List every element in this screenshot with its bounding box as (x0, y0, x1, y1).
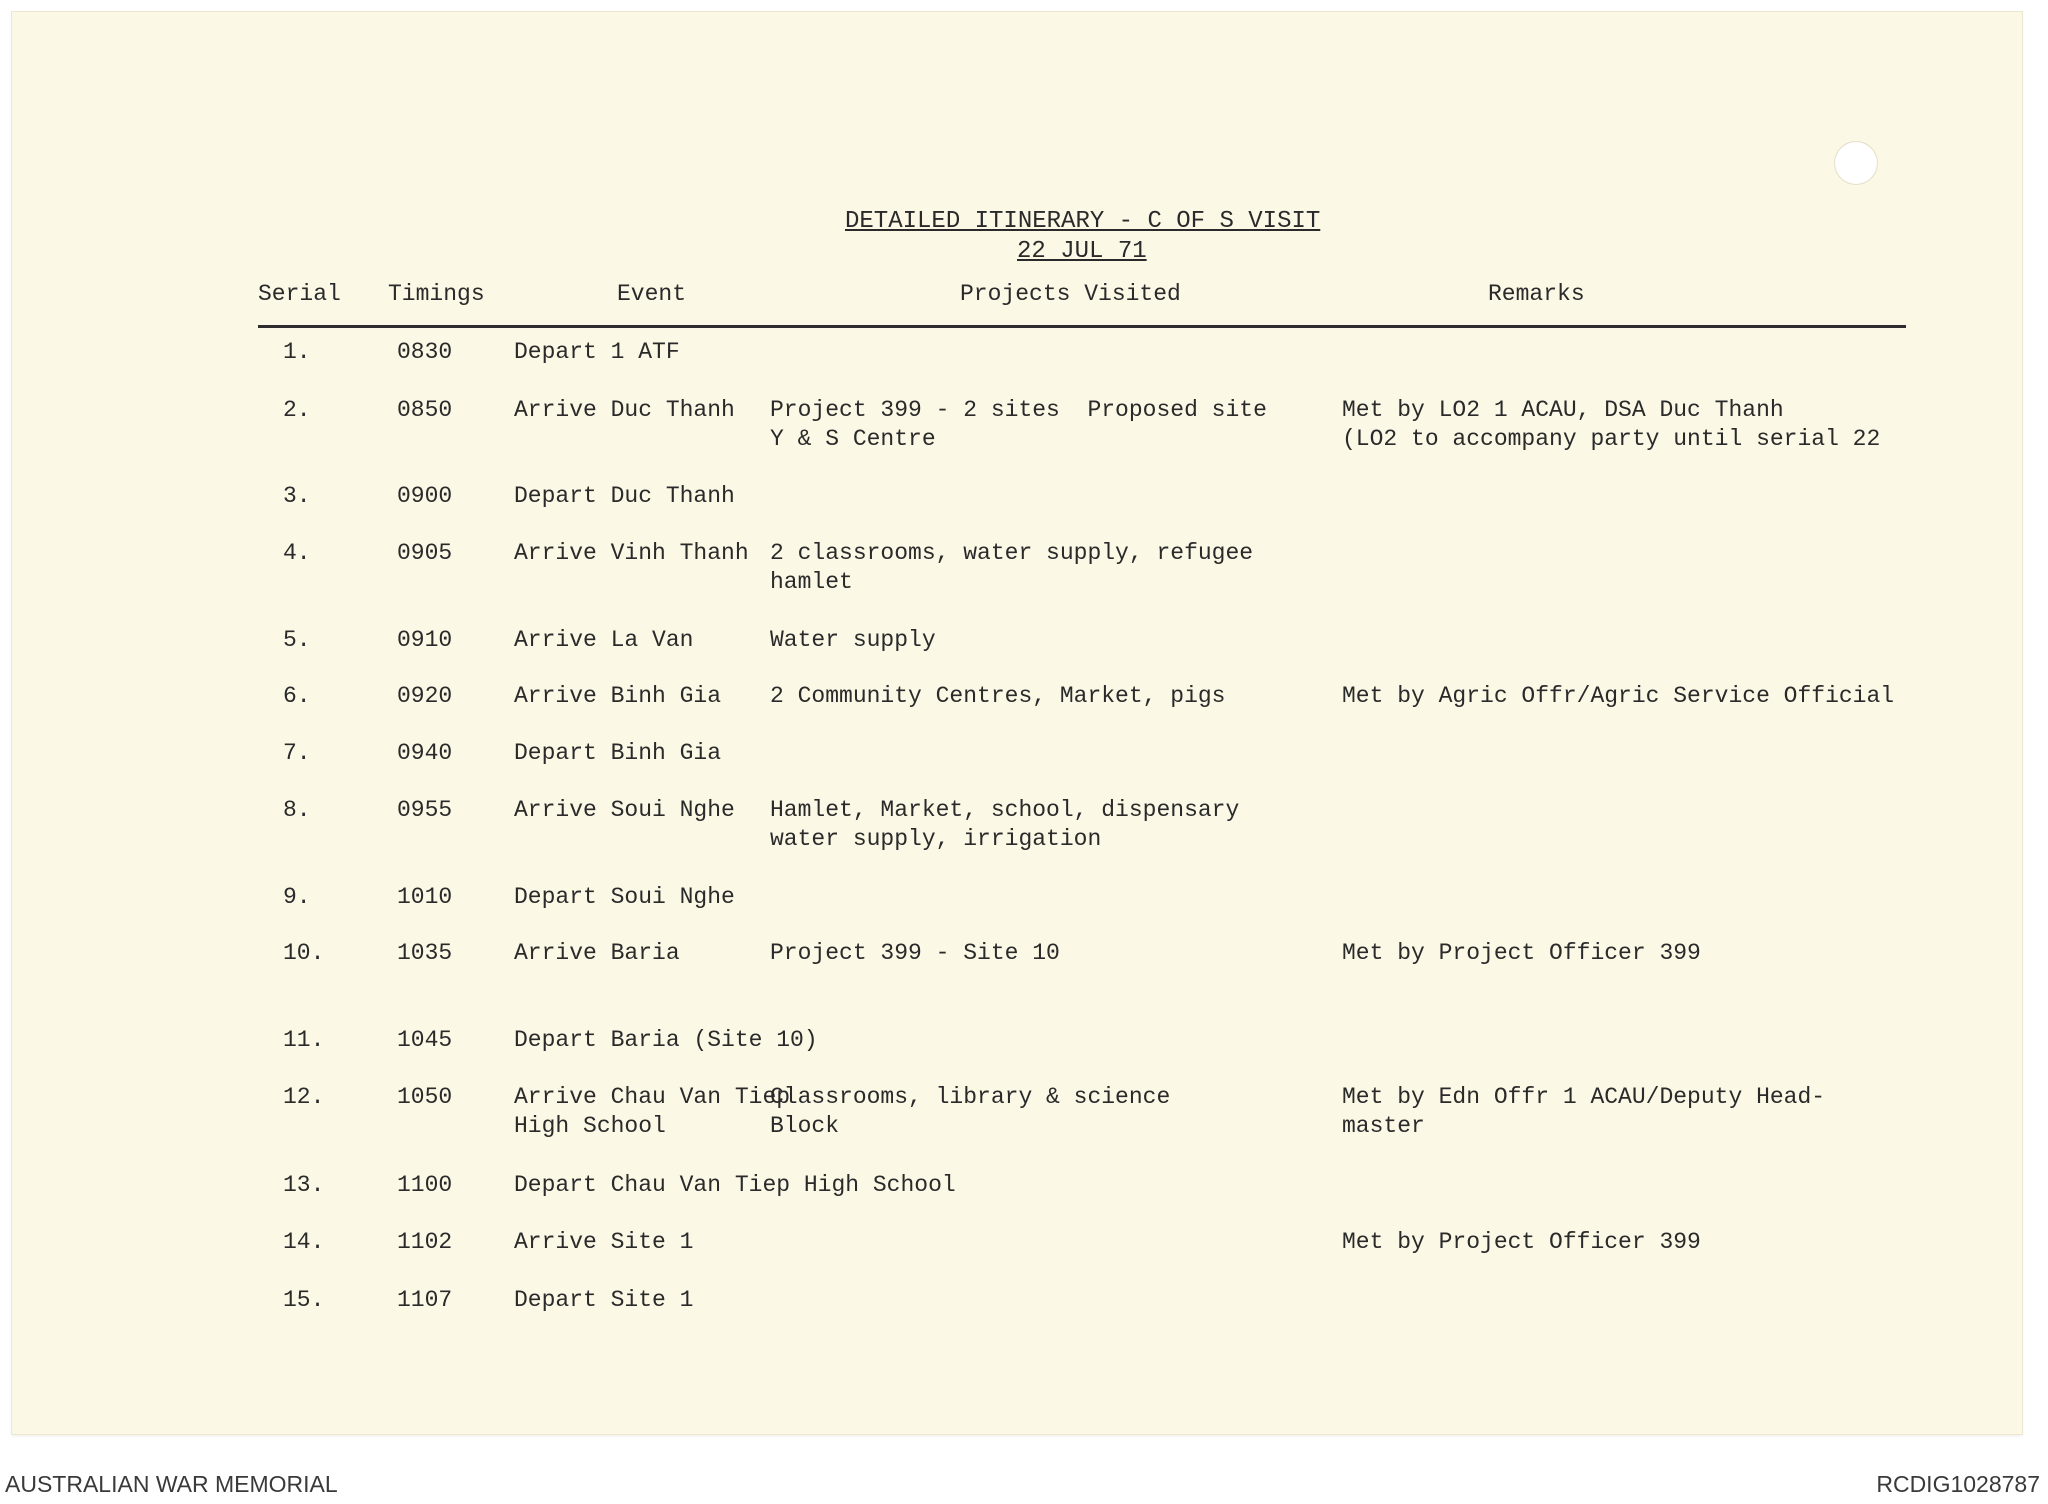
cell-time: 1045 (397, 1027, 453, 1053)
cell-time: 1100 (397, 1172, 453, 1198)
cell-projects: 2 classrooms, water supply, refugee hamlet (770, 540, 1254, 595)
table-row (0, 539, 2048, 599)
cell-serial: 14. (283, 1229, 325, 1255)
table-row (0, 1228, 2048, 1288)
table-row (0, 338, 2048, 398)
cell-time: 0910 (397, 627, 453, 653)
column-header-event: Event (617, 281, 687, 307)
cell-time: 0920 (397, 683, 453, 709)
cell-serial: 12. (283, 1084, 325, 1110)
cell-event: Arrive Duc Thanh (514, 397, 735, 423)
cell-event: Depart 1 ATF (514, 339, 680, 365)
header-rule (258, 325, 1906, 328)
cell-serial: 6. (283, 683, 311, 709)
footer-credit: AUSTRALIAN WAR MEMORIAL (5, 1471, 338, 1497)
cell-remarks: Met by Project Officer 399 (1342, 1229, 1701, 1255)
cell-remarks: Met by Agric Offr/Agric Service Official (1342, 683, 1895, 709)
cell-time: 0830 (397, 339, 453, 365)
cell-serial: 4. (283, 540, 311, 566)
cell-serial: 1. (283, 339, 311, 365)
cell-event: Depart Binh Gia (514, 740, 722, 766)
cell-event: Arrive Soui Nghe (514, 797, 735, 823)
table-row (0, 1083, 2048, 1143)
cell-time: 1102 (397, 1229, 453, 1255)
cell-time: 1010 (397, 884, 453, 910)
column-header-serial: Serial (258, 281, 341, 307)
document-title: DETAILED ITINERARY - C OF S VISIT (845, 208, 1321, 235)
cell-event: Arrive Chau Van Tiep High School (514, 1084, 791, 1139)
cell-event: Arrive Baria (514, 940, 680, 966)
cell-event: Depart Duc Thanh (514, 483, 735, 509)
table-row (0, 626, 2048, 686)
table-row (0, 883, 2048, 943)
cell-projects: Water supply (770, 627, 936, 653)
cell-time: 0940 (397, 740, 453, 766)
cell-serial: 10. (283, 940, 325, 966)
table-row (0, 939, 2048, 999)
cell-remarks: Met by Project Officer 399 (1342, 940, 1701, 966)
cell-projects: Classrooms, library & science Block (770, 1084, 1171, 1139)
table-row (0, 1171, 2048, 1231)
cell-time: 1035 (397, 940, 453, 966)
cell-projects: 2 Community Centres, Market, pigs (770, 683, 1226, 709)
table-row (0, 1286, 2048, 1346)
cell-serial: 8. (283, 797, 311, 823)
cell-serial: 2. (283, 397, 311, 423)
cell-time: 1050 (397, 1084, 453, 1110)
cell-time: 0955 (397, 797, 453, 823)
column-header-projects: Projects Visited (960, 281, 1181, 307)
cell-remarks: Met by Edn Offr 1 ACAU/Deputy Head- master (1342, 1084, 1826, 1139)
cell-event: Depart Site 1 (514, 1287, 694, 1313)
cell-event: Arrive Vinh Thanh (514, 540, 749, 566)
cell-event: Depart Soui Nghe (514, 884, 735, 910)
cell-event: Arrive Binh Gia (514, 683, 722, 709)
cell-serial: 3. (283, 483, 311, 509)
cell-time: 0905 (397, 540, 453, 566)
column-header-timings: Timings (388, 281, 485, 307)
table-row (0, 396, 2048, 456)
cell-event: Arrive La Van (514, 627, 694, 653)
column-header-remarks: Remarks (1488, 281, 1585, 307)
table-row (0, 1026, 2048, 1086)
cell-serial: 9. (283, 884, 311, 910)
cell-serial: 5. (283, 627, 311, 653)
punch-hole (1834, 141, 1878, 185)
cell-event: Arrive Site 1 (514, 1229, 694, 1255)
cell-projects: Hamlet, Market, school, dispensary water supply, irrigation (770, 797, 1240, 852)
cell-time: 1107 (397, 1287, 453, 1313)
cell-serial: 7. (283, 740, 311, 766)
cell-event: Depart Baria (Site 10) (514, 1027, 818, 1053)
cell-time: 0900 (397, 483, 453, 509)
cell-serial: 13. (283, 1172, 325, 1198)
cell-projects: Project 399 - Site 10 (770, 940, 1060, 966)
cell-serial: 15. (283, 1287, 325, 1313)
cell-remarks: Met by LO2 1 ACAU, DSA Duc Thanh (LO2 to accompany party until serial 22 (1342, 397, 1881, 452)
table-row (0, 796, 2048, 856)
table-row (0, 482, 2048, 542)
cell-event: Depart Chau Van Tiep High School (514, 1172, 956, 1198)
cell-time: 0850 (397, 397, 453, 423)
footer-reference: RCDIG1028787 (1876, 1471, 2040, 1497)
cell-serial: 11. (283, 1027, 325, 1053)
document-date: 22 JUL 71 (1017, 238, 1147, 265)
cell-projects: Project 399 - 2 sites Proposed site Y & S Centre (770, 397, 1267, 452)
table-row (0, 739, 2048, 799)
table-row (0, 682, 2048, 742)
